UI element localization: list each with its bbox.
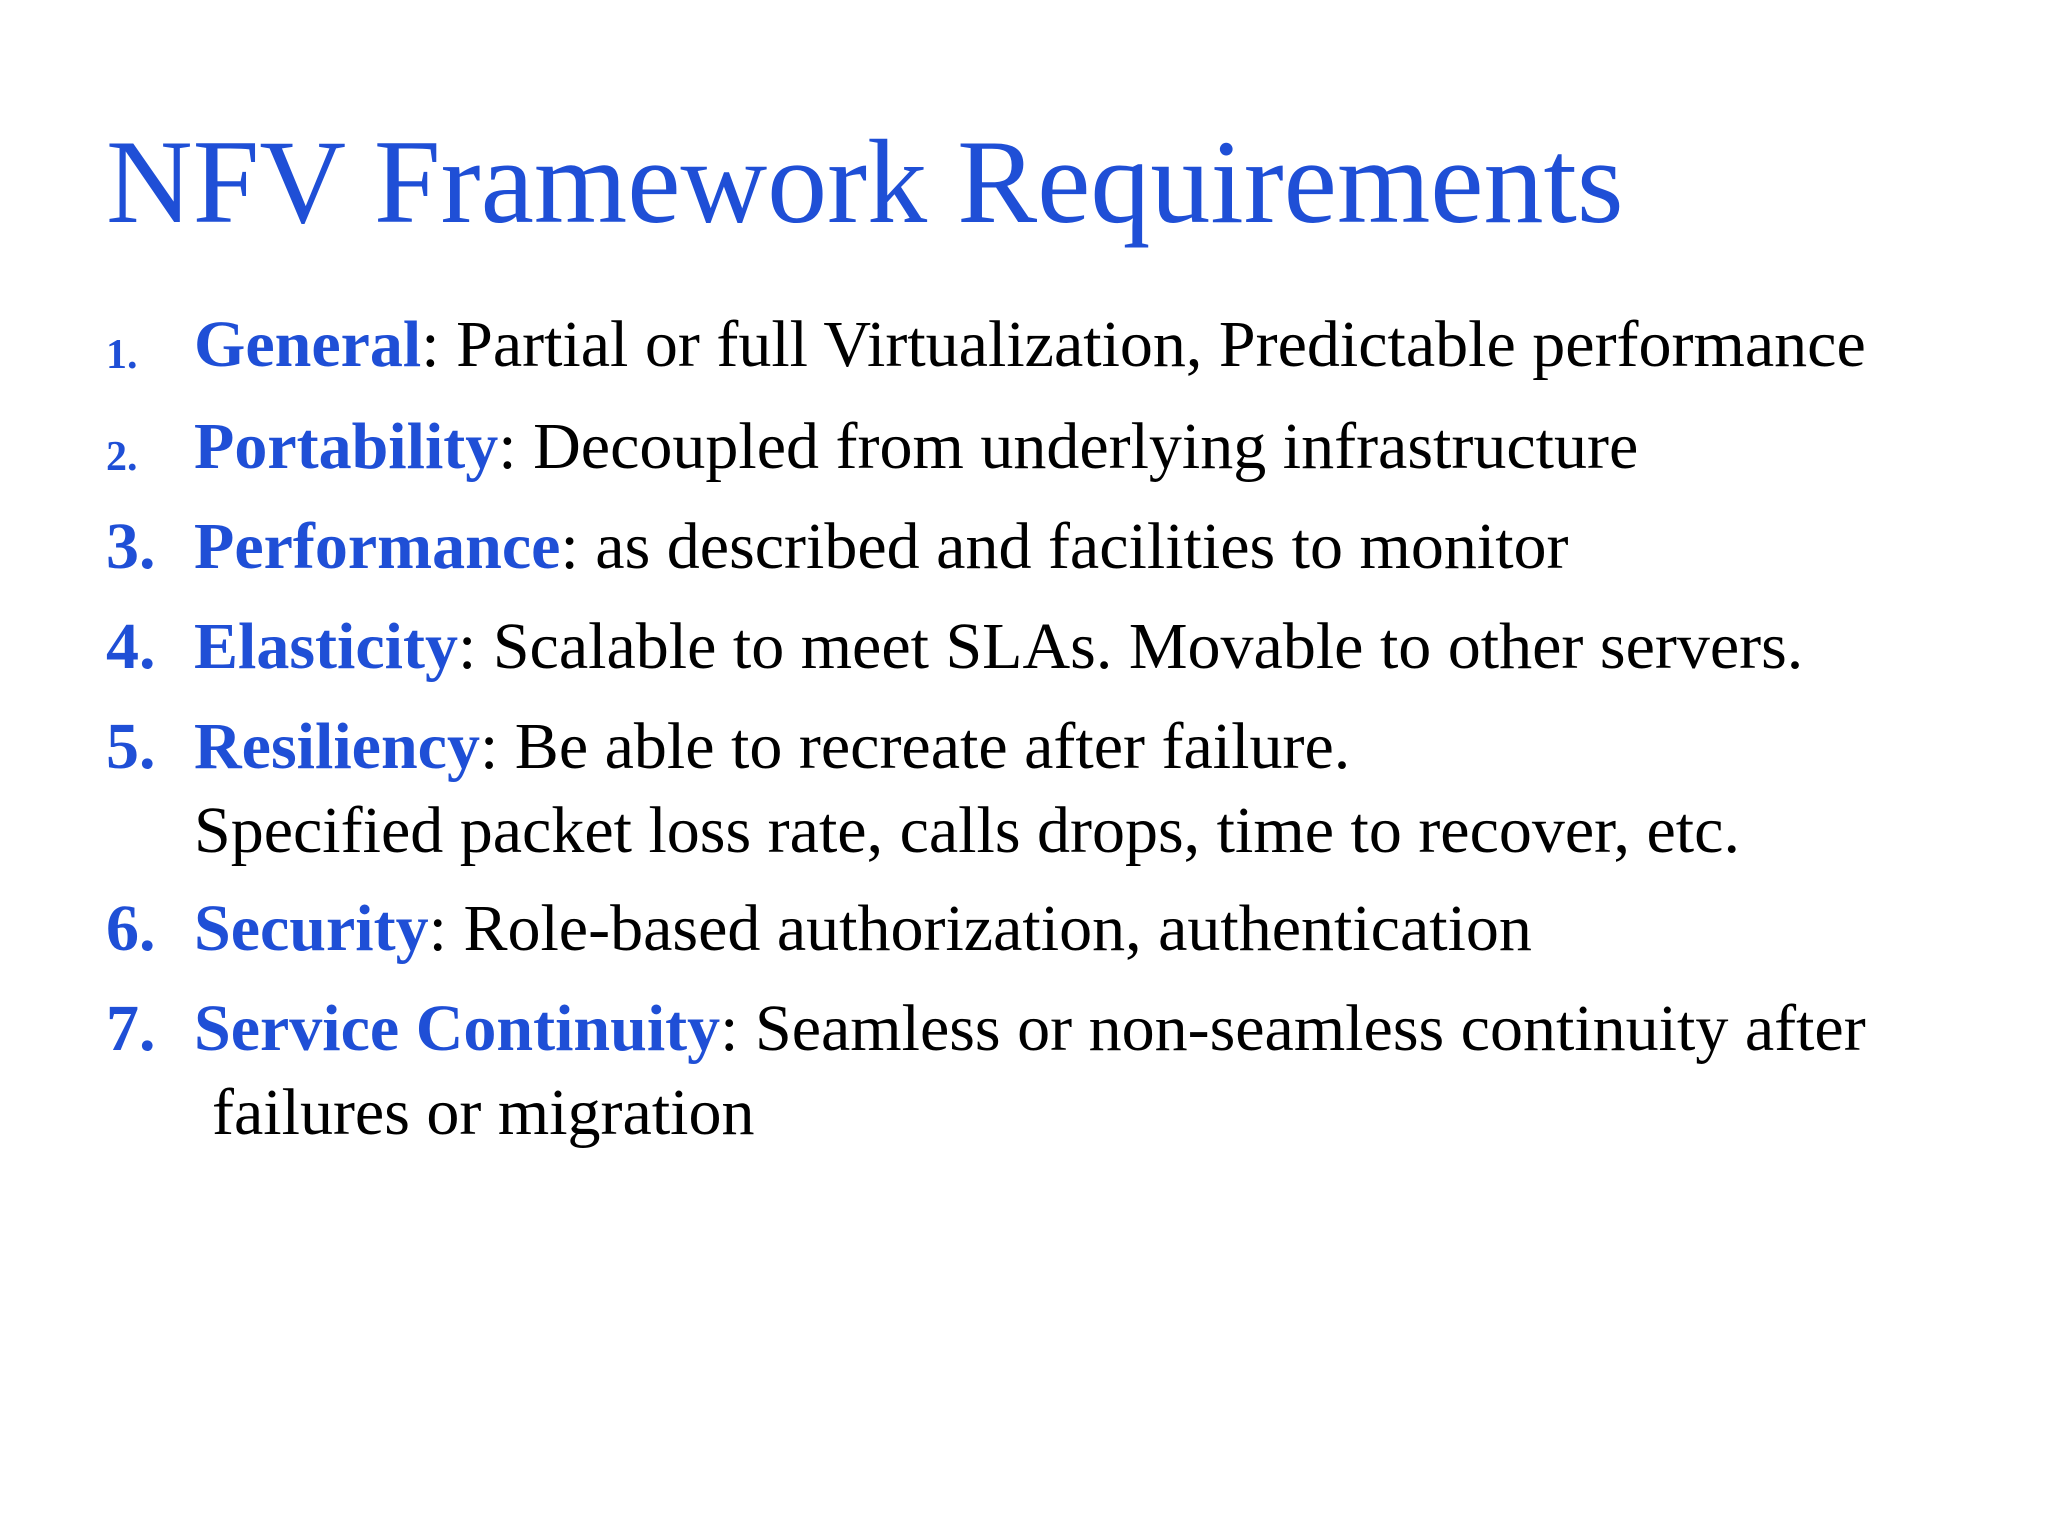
list-number: 1.: [106, 332, 138, 378]
list-number: 2.: [106, 434, 138, 480]
requirement-separator: :: [457, 610, 477, 683]
requirement-separator: :: [421, 308, 440, 381]
requirement-separator: :: [428, 892, 447, 965]
list-item-text: [194, 992, 1866, 1065]
list-number: 3.: [106, 510, 156, 583]
requirement-description: as described and facilities to monitor: [578, 510, 1569, 583]
requirement-description: Decoupled from underlying infrastructure: [516, 410, 1639, 483]
list-item-text: [194, 410, 1639, 483]
list-number: 7.: [106, 992, 156, 1065]
list-number: 6.: [106, 892, 156, 965]
list-item-text: [194, 510, 1569, 583]
list-number: 4.: [106, 610, 156, 683]
requirement-term: Portability: [194, 410, 499, 483]
slide-title: NFV Framework Requirements: [106, 115, 1624, 248]
requirement-separator: :: [720, 992, 739, 1065]
list-number: 5.: [106, 710, 156, 783]
list-item-text: [194, 610, 1804, 683]
requirement-term: Security: [194, 892, 429, 965]
requirement-term: Service Continuity: [194, 992, 721, 1065]
requirement-term: Performance: [194, 510, 561, 583]
requirement-separator: :: [560, 510, 579, 583]
list-item-continuation: Specified packet loss rate, calls drops, time to recover, etc.: [194, 794, 1740, 867]
requirement-description: Role-based authorization, authentication: [446, 892, 1532, 965]
requirement-description: Seamless or non-seamless continuity after: [738, 992, 1866, 1065]
requirement-term: Resiliency: [194, 710, 480, 783]
requirement-term: Elasticity: [194, 610, 458, 683]
requirement-description: Be able to recreate after failure.: [498, 710, 1351, 783]
requirement-description: Partial or full Virtualization, Predictable performance: [439, 308, 1866, 381]
requirement-description: Scalable to meet SLAs. Movable to other servers.: [476, 610, 1804, 683]
list-item-text: [194, 892, 1532, 965]
list-item-continuation: failures or migration: [212, 1076, 755, 1149]
requirement-separator: :: [479, 710, 499, 783]
requirement-separator: :: [498, 410, 517, 483]
list-item-text: [194, 710, 1351, 783]
requirement-term: General: [194, 308, 422, 381]
list-item-text: [194, 308, 1866, 381]
